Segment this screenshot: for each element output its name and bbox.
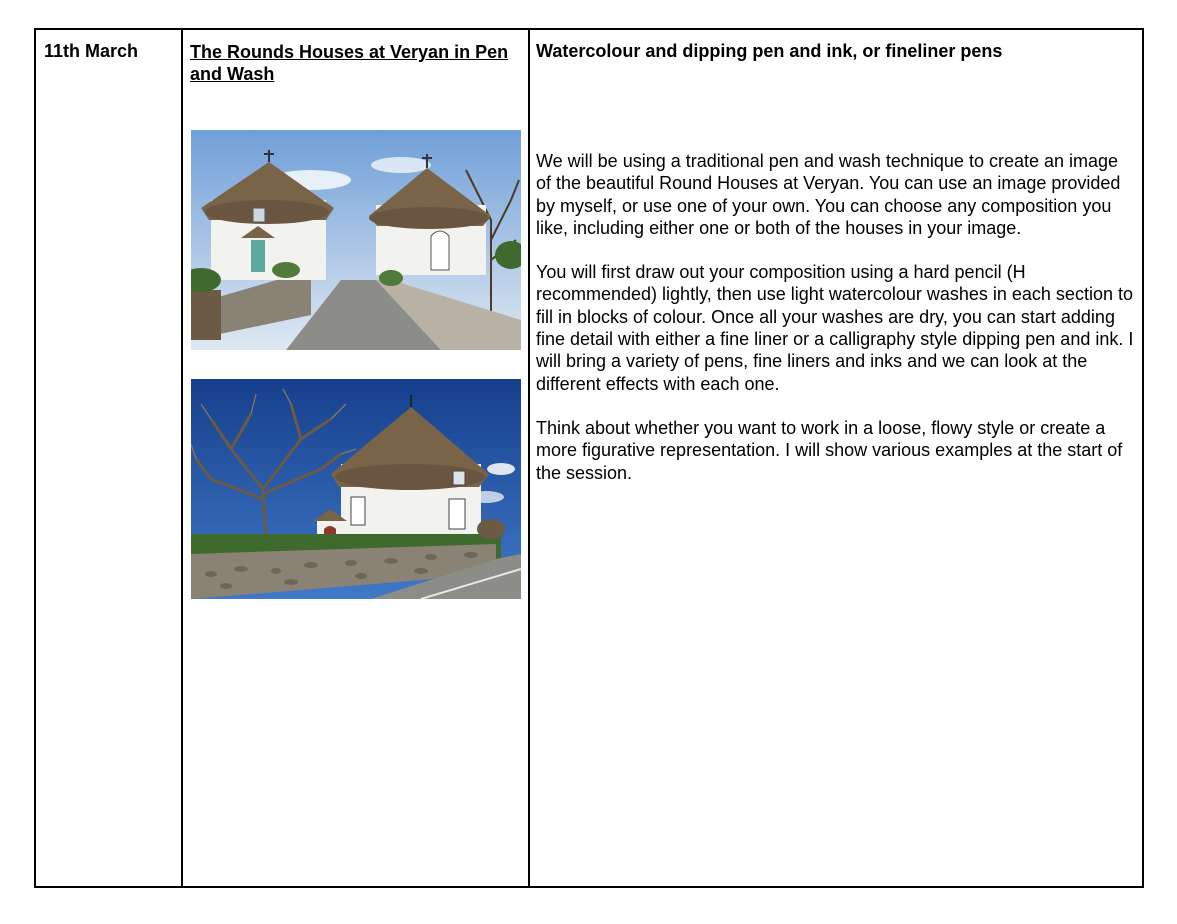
round-houses-image — [191, 130, 521, 350]
description-paragraph: You will first draw out your composition using a hard pencil (H recommended) lightly, then use light watercolour washes in each section to fill in blocks of colour. Once all your washes are dry, you can start adding fine detail with either a fine liner or a calligraphy style dipping pen and ink. I will bring a variety of pens, fine liners and inks and we can look at the different effects with each one. — [536, 262, 1134, 394]
session-title: The Rounds Houses at Veryan in Pen and Wash — [190, 42, 509, 84]
title-cell — [181, 30, 528, 886]
description-paragraph: Think about whether you want to work in a loose, flowy style or create a more figurative representation. I will show various examples at the start of the session. — [536, 417, 1123, 483]
session-date: 11th March — [44, 41, 139, 61]
round-house-tree-image — [191, 379, 521, 599]
session-heading: Watercolour and dipping pen and ink, or fineliner pens — [536, 41, 1003, 61]
round-houses-photo — [191, 130, 521, 350]
schedule-table — [34, 28, 1144, 888]
description-paragraph: We will be using a traditional pen and wash technique to create an image of the beautiful Round Houses at Veryan. You can use an image provided by myself, or use one of your own. You can choose any composition you like, including either one or both of the houses in your image. — [536, 151, 1121, 238]
date-cell — [36, 30, 181, 886]
session-description — [536, 150, 1136, 506]
description-cell — [528, 30, 1142, 886]
round-house-tree-photo — [191, 379, 521, 599]
